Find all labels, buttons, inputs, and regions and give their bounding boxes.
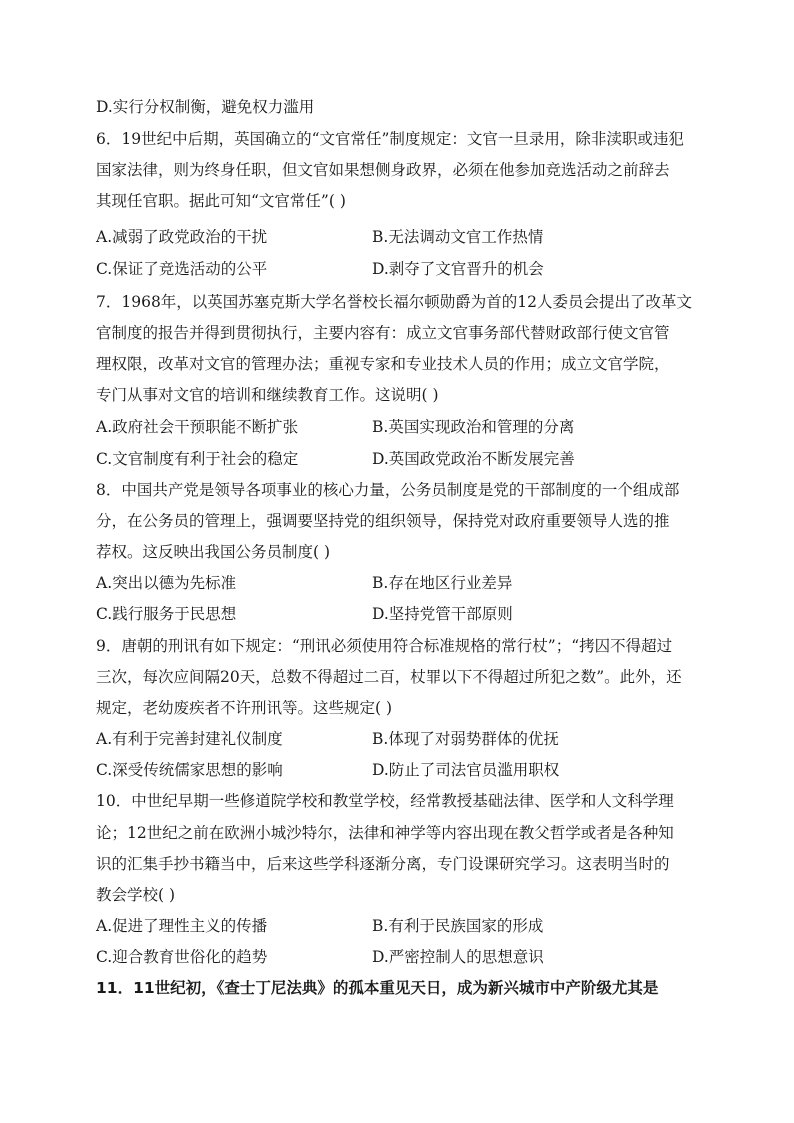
q7-option-a: A.政府社会干预职能不断扩张 (96, 418, 299, 436)
q7-line-4: 专门从事对文官的培训和继续教育工作。这说明( ) (96, 386, 439, 404)
q6-line-1: 6．19世纪中后期，英国确立的“文官常任”制度规定：文官一旦录用，除非渎职或违犯 (96, 130, 684, 148)
q9-option-a: A.有利于完善封建礼仪制度 (96, 730, 283, 748)
q10-line-3: 识的汇集手抄书籍当中，后来这些学科逐渐分离，专门设课研究学习。这表明当时的 (96, 855, 670, 873)
q10-line-4: 教会学校( ) (96, 886, 176, 904)
q6-option-b: B.无法调动文官工作热情 (372, 228, 544, 246)
q11-line-1: 11．11世纪初，《查士丁尼法典》的孤本重见天日，成为新兴城市中产阶级尤其是 (96, 979, 659, 997)
q7-line-3: 理权限，改革对文官的管理办法；重视专家和专业技术人员的作用；成立文官学院， (96, 355, 670, 373)
q10-line-2: 论；12世纪之前在欧洲小城沙特尔，法律和神学等内容出现在教父哲学或者是各种知 (96, 824, 674, 842)
q8-option-d: D.坚持党管干部原则 (372, 605, 513, 623)
q8-line-3: 荐权。这反映出我国公务员制度( ) (96, 543, 331, 561)
q9-option-b: B.体现了对弱势群体的优抚 (372, 730, 559, 748)
q9-line-2: 三次，每次应间隔20天，总数不得超过二百，杖罪以下不得超过所犯之数”。此外，还 (96, 668, 682, 686)
q8-option-a: A.突出以德为先标准 (96, 574, 237, 592)
q9-line-1: 9．唐朝的刑讯有如下规定：“刑讯必须使用符合标准规格的常行杖”；“拷囚不得超过 (96, 637, 673, 655)
q9-line-3: 规定，老幼废疾者不许刑讯等。这些规定( ) (96, 699, 393, 717)
q6-line-3: 其现任官职。据此可知“文官常任”( ) (96, 192, 346, 210)
q10-option-a: A.促进了理性主义的传播 (96, 917, 268, 935)
q6-option-d: D.剥夺了文官晋升的机会 (372, 260, 544, 278)
q8-line-2: 分，在公务员的管理上，强调要坚持党的组织领导，保持党对政府重要领导人选的推 (96, 512, 670, 530)
q10-option-d: D.严密控制人的思想意识 (372, 948, 544, 966)
q8-option-c: C.践行服务于民思想 (96, 605, 237, 623)
q7-option-c: C.文官制度有利于社会的稳定 (96, 450, 299, 468)
q7-option-b: B.英国实现政治和管理的分离 (372, 418, 575, 436)
q9-option-d: D.防止了司法官员滥用职权 (372, 761, 560, 779)
q7-line-2: 官制度的报告并得到贯彻执行，主要内容有：成立文官事务部代替财政部行使文官管 (96, 324, 670, 342)
q9-option-c: C.深受传统儒家思想的影响 (96, 761, 283, 779)
q10-line-1: 10．中世纪早期一些修道院学校和教堂学校，经常教授基础法律、医学和人文科学理 (96, 792, 674, 810)
q6-option-a: A.减弱了政党政治的干扰 (96, 228, 268, 246)
q8-line-1: 8．中国共产党是领导各项事业的核心力量，公务员制度是党的干部制度的一个组成部 (96, 481, 680, 499)
q7-option-d: D.英国政党政治不断发展完善 (372, 450, 575, 468)
q10-option-c: C.迎合教育世俗化的趋势 (96, 948, 268, 966)
q8-option-b: B.存在地区行业差异 (372, 574, 513, 592)
prev-option-d: D.实行分权制衡，避免权力滥用 (96, 98, 315, 116)
q10-option-b: B.有利于民族国家的形成 (372, 917, 544, 935)
q6-option-c: C.保证了竞选活动的公平 (96, 260, 268, 278)
q7-line-1: 7．1968年，以英国苏塞克斯大学名誉校长福尔顿勋爵为首的12人委员会提出了改革文 (96, 293, 693, 311)
q6-line-2: 国家法律，则为终身任职，但文官如果想侧身政界，必须在他参加竞选活动之前辞去 (96, 161, 670, 179)
